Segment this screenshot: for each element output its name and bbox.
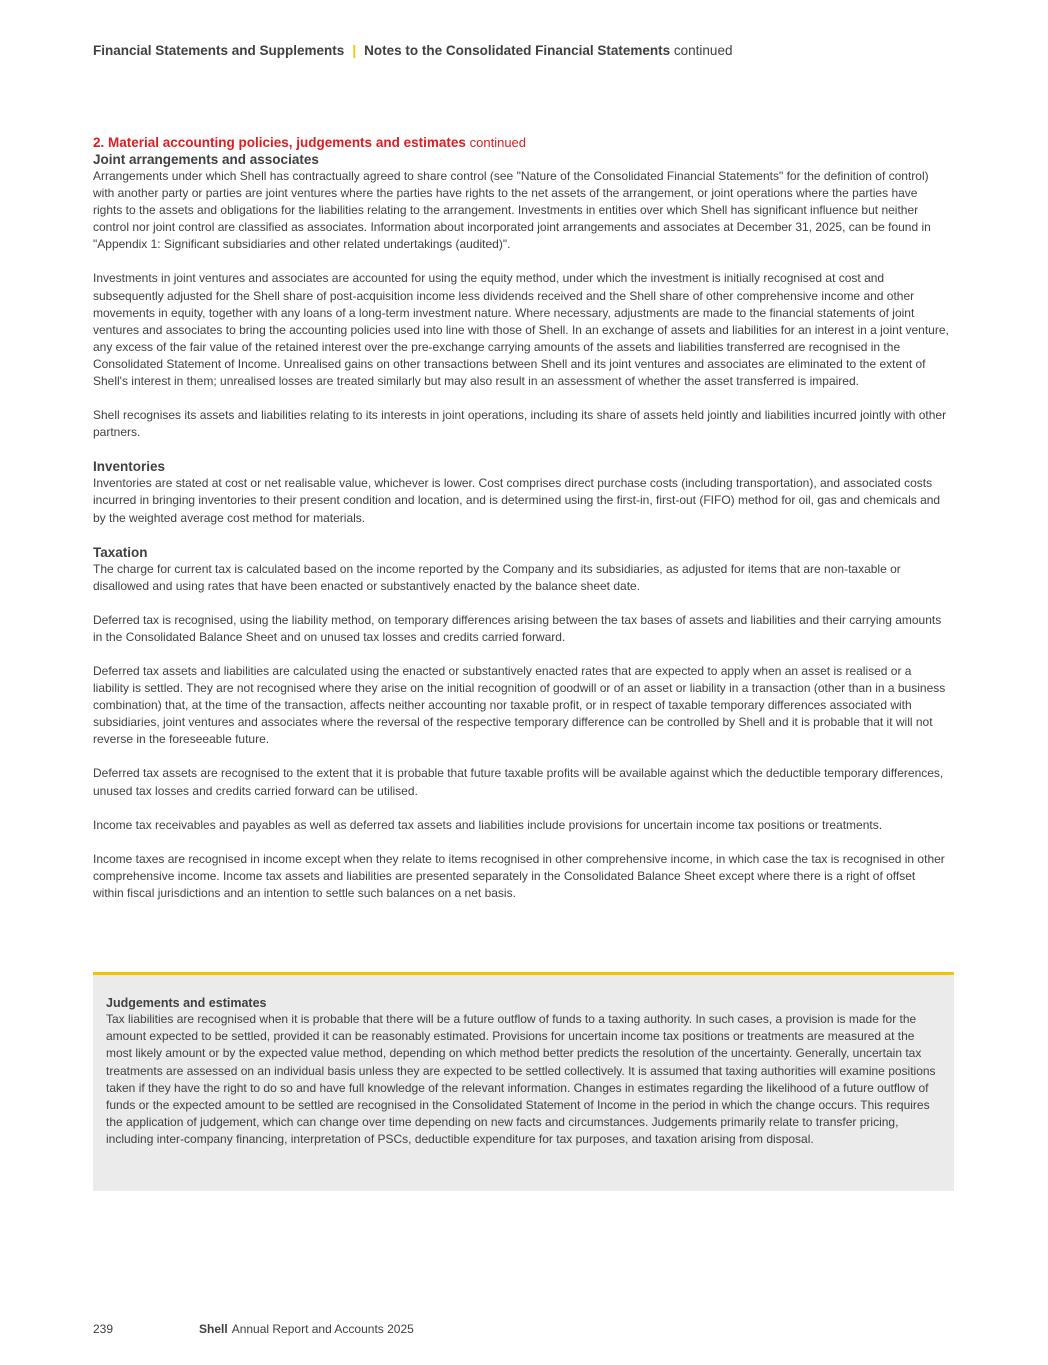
header-subsection: Notes to the Consolidated Financial Statements bbox=[364, 43, 671, 58]
joint-arrangements-paragraph-1: Arrangements under which Shell has contractually agreed to share control (see "Nature of the Consolidated Financial Statements" for the definition of control) with another party or parties are joint ventures where the parties have rights to the net assets of the arrangement, or joint operations where the parties have rights to the assets and obligations for the liabilities relating to the arrangement. Investments in entities over which Shell has significant influence but neither control nor joint control are classified as associates. Information about incorporated joint arrangements and associates at December 31, 2025, can be found in "Appendix 1: Significant subsidiaries and other related undertakings (audited)". bbox=[93, 169, 931, 252]
taxation-heading: Taxation bbox=[93, 544, 148, 560]
taxation-paragraph-2: Deferred tax is recognised, using the liability method, on temporary differences arising between the tax bases of assets and liabilities and their carrying amounts in the Consolidated Balance Sheet and on unused tax losses and credits carried forward. bbox=[93, 612, 942, 644]
joint-arrangements-paragraph-3: Shell recognises its assets and liabilities relating to its interests in joint operations, including its share of assets held jointly and liabilities incurred jointly with other partners. bbox=[93, 408, 947, 440]
note-title bbox=[93, 135, 949, 151]
taxation-paragraph-1: The charge for current tax is calculated based on the income reported by the Company and its subsidiaries, as adjusted for items that are non-taxable or disallowed and using rates that have been enacted or substantively enacted by the balance sheet date. bbox=[93, 561, 901, 593]
footer-report-title: Annual Report and Accounts 2025 bbox=[231, 1322, 414, 1336]
running-header bbox=[93, 43, 732, 58]
note-title-text: 2. Material accounting policies, judgements and estimates bbox=[93, 135, 466, 150]
taxation-paragraph-4: Deferred tax assets are recognised to the extent that it is probable that future taxable profits will be available against which the deductible temporary differences, unused tax losses and credits carried forward can be utilised. bbox=[93, 766, 944, 798]
page-footer bbox=[93, 1322, 414, 1336]
inventories-heading: Inventories bbox=[93, 459, 166, 475]
footer-brand: Shell bbox=[199, 1322, 228, 1336]
judgements-estimates-box bbox=[93, 972, 954, 1191]
judgements-heading: Judgements and estimates bbox=[106, 996, 267, 1010]
joint-arrangements-paragraph-2: Investments in joint ventures and associates are accounted for using the equity method, under which the investment is initially recognised at cost and subsequently adjusted for the Shell share of post-acquisition income less dividends received and the Shell share of other comprehensive income and other movements in equity, together with any loans of a long-term investment nature. Where necessary, adjustments are made to the financial statements of joint ventures and associates to bring the accounting policies used into line with those of Shell. In an exchange of assets and liabilities for an interest in a joint venture, any excess of the fair value of the retained interest over the pre-exchange carrying amounts of the assets and liabilities transferred are recognised in the Consolidated Statement of Income. Unrealised gains on other transactions between Shell and its joint ventures and associates are eliminated to the extent of Shell's interest in them; unrealised losses are treated similarly but may also result in an assessment of whether the asset transferred is impaired. bbox=[93, 271, 949, 389]
header-section: Financial Statements and Supplements bbox=[93, 43, 345, 58]
taxation-paragraph-3: Deferred tax assets and liabilities are calculated using the enacted or substantively enacted rates that are expected to apply when an asset is realised or a liability is settled. They are not recognised where they arise on the initial recognition of goodwill or of an asset or liability in a transaction (other than in a business combination) that, at the time of the transaction, affects neither accounting nor taxable profit, or in respect of taxable temporary differences associated with subsidiaries, joint ventures and associates where the reversal of the respective temporary difference can be controlled by Shell and it is probable that it will not reverse in the foreseeable future. bbox=[93, 663, 946, 747]
note-title-continued: continued bbox=[469, 135, 527, 150]
joint-arrangements-heading: Joint arrangements and associates bbox=[93, 152, 319, 167]
main-content bbox=[93, 135, 949, 902]
header-separator: | bbox=[352, 43, 357, 58]
taxation-paragraph-5: Income tax receivables and payables as well as deferred tax assets and liabilities include provisions for uncertain income tax positions or treatments. bbox=[93, 817, 883, 832]
judgements-text: Tax liabilities are recognised when it is probable that there will be a future outflow of funds to a taxing authority. In such cases, a provision is made for the amount expected to be settled, provided it can be reasonably estimated. Provisions for uncertain income tax positions or treatments are measured at the most likely amount or by the expected value method, depending on which method better predicts the resolution of the uncertainty. Generally, uncertain tax treatments are assessed on an individual basis unless they are expected to be settled collectively. It is assumed that taxing authorities will examine positions taken if they have the right to do so and have full knowledge of the relevant information. Changes in estimates regarding the likelihood of a future outflow of funds or the expected amount to be settled are recognised in the Consolidated Statement of Income in the period in which the change occurs. This requires the application of judgement, which can change over time depending on new facts and circumstances. Judgements primarily relate to transfer pricing, including inter-company financing, interpretation of PSCs, deductible expenditure for tax purposes, and taxation arising from disposal. bbox=[106, 1012, 936, 1147]
page-number: 239 bbox=[93, 1322, 114, 1336]
header-continued: continued bbox=[673, 43, 733, 58]
inventories-paragraph-1: Inventories are stated at cost or net realisable value, whichever is lower. Cost comprises direct purchase costs (including transportation), and associated costs incurred in bringing inventories to their present condition and location, and is determined using the first-in, first-out (FIFO) method for oil, gas and chemicals and by the weighted average cost method for materials. bbox=[93, 476, 941, 525]
taxation-paragraph-6: Income taxes are recognised in income except when they relate to items recognised in other comprehensive income, in which case the tax is recognised in other comprehensive income. Income tax assets and liabilities are presented separately in the Consolidated Balance Sheet except where there is a right of offset within fiscal jurisdictions and an intention to settle such balances on a net basis. bbox=[93, 851, 945, 900]
